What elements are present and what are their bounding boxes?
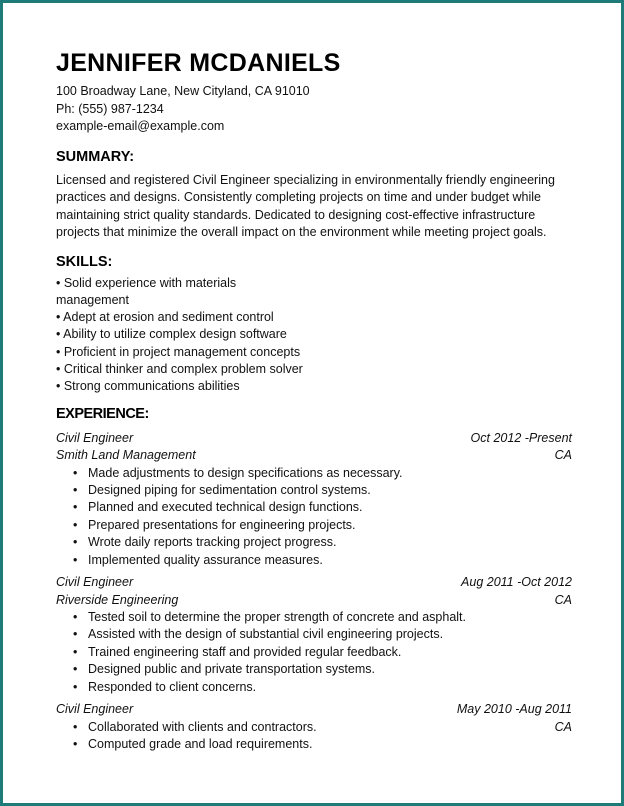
- duty-item: • Tested soil to determine the proper strength of concrete and asphalt.: [56, 609, 572, 626]
- bullet: •: [73, 465, 78, 480]
- bullet: •: [73, 500, 78, 515]
- job-location: CA: [554, 448, 572, 463]
- skill-item: • Adept at erosion and sediment control: [56, 310, 274, 325]
- job-entry: [56, 430, 572, 569]
- bullet: •: [73, 662, 78, 677]
- bullet: •: [73, 719, 78, 734]
- job-title: Civil Engineer: [56, 702, 134, 717]
- job-location: CA: [554, 592, 572, 607]
- contact-phone: Ph: (555) 987-1234: [56, 101, 164, 116]
- bullet: •: [73, 610, 78, 625]
- skills-heading: SKILLS:: [56, 253, 113, 270]
- job-dates: Aug 2011 -Oct 2012: [461, 575, 572, 590]
- duty-item: • Computed grade and load requirements.: [56, 736, 555, 753]
- bullet: •: [73, 627, 78, 642]
- candidate-name: JENNIFER MCDANIELS: [56, 49, 341, 77]
- duty-item: • Implemented quality assurance measures.: [56, 552, 572, 569]
- duty-item: • Trained engineering staff and provided regular feedback.: [56, 644, 572, 661]
- duties-list: [56, 719, 555, 754]
- job-subheader: [56, 447, 572, 465]
- skill-item: • Solid experience with materials management: [56, 275, 237, 307]
- job-title: Civil Engineer: [56, 430, 134, 445]
- experience-heading: EXPERIENCE:: [56, 405, 149, 422]
- job-header: [56, 574, 572, 592]
- job-company: Smith Land Management: [56, 448, 196, 463]
- duty-item: • Planned and executed technical design functions.: [56, 499, 572, 516]
- job-entry: [56, 701, 572, 753]
- duty-item: • Wrote daily reports tracking project progress.: [56, 534, 572, 551]
- contact-block: [56, 83, 572, 136]
- bullet: •: [73, 736, 78, 751]
- skill-item: • Proficient in project management concepts: [56, 344, 301, 359]
- job-subheader: [56, 592, 572, 610]
- job-company: Riverside Engineering: [56, 592, 179, 607]
- duty-item: • Responded to client concerns.: [56, 679, 572, 696]
- duties-list: [56, 609, 572, 696]
- job-header: [56, 430, 572, 448]
- summary-text: Licensed and registered Civil Engineer specializing in environmentally friendly engineering practices and designs. Consistently completing projects on time and under budget while maintaining strict quality standards. Dedicated to designing cost-effective infrastructure projects that minimize the overall impact on the environment while meeting project goals.: [56, 172, 555, 239]
- duty-item: • Made adjustments to design specifications as necessary.: [56, 465, 572, 482]
- skill-item: • Critical thinker and complex problem solver: [56, 361, 303, 376]
- job-entry: [56, 574, 572, 696]
- job-location: CA: [554, 719, 572, 734]
- contact-address: 100 Broadway Lane, New Cityland, CA 91010: [56, 84, 310, 98]
- skill-item: • Strong communications abilities: [56, 379, 240, 394]
- bullet: •: [73, 679, 78, 694]
- bullet: •: [73, 482, 78, 497]
- resume-page: [56, 48, 572, 753]
- job-title: Civil Engineer: [56, 575, 134, 590]
- bullet: •: [73, 535, 78, 550]
- job-dates: May 2010 -Aug 2011: [456, 702, 572, 717]
- bullet: •: [73, 644, 78, 659]
- bullet: •: [73, 517, 78, 532]
- skills-list: [56, 275, 572, 396]
- duties-list: [56, 465, 572, 569]
- duty-item: • Designed public and private transportation systems.: [56, 661, 572, 678]
- summary-heading: SUMMARY:: [56, 148, 135, 165]
- duty-item: • Collaborated with clients and contractors.: [56, 719, 555, 736]
- skill-item: • Ability to utilize complex design software: [56, 327, 287, 342]
- job-subheader: [56, 719, 572, 754]
- duty-item: • Assisted with the design of substantial civil engineering projects.: [56, 626, 572, 643]
- duty-item: • Prepared presentations for engineering projects.: [56, 517, 572, 534]
- contact-email: example-email@example.com: [56, 119, 225, 133]
- duty-item: • Designed piping for sedimentation control systems.: [56, 482, 572, 499]
- job-header: [56, 701, 572, 719]
- bullet: •: [73, 552, 78, 567]
- job-dates: Oct 2012 -Present: [470, 430, 572, 445]
